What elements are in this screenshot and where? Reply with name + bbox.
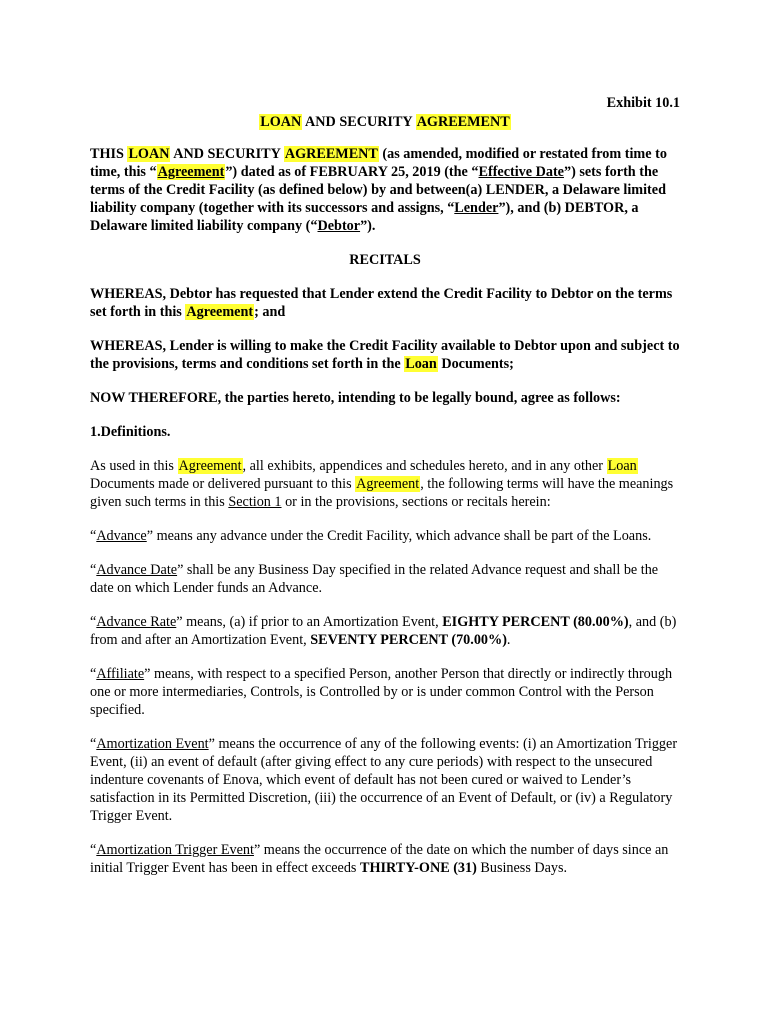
intro-text: (as amended, modified or restated from time to time, this “ — [90, 146, 667, 180]
highlight-agreement: Agreement — [186, 304, 254, 320]
quote-mark: “ — [90, 562, 97, 578]
def-text: , all exhibits, appendices and schedules hereto, and in any other — [242, 458, 607, 474]
intro-text: ”) dated as of FEBRUARY 25, 2019 (the “ — [225, 164, 479, 180]
defined-term: Affiliate — [96, 666, 145, 682]
bold-value: THIRTY-ONE (31) — [360, 860, 477, 876]
defined-term: Advance Rate — [96, 614, 177, 630]
def-text: ” means, with respect to a specified Person, another Person that directly or indirectly through one or more intermediaries, Controls, is Controlled by or is under common Control with the Person specified. — [90, 666, 673, 718]
def-text: ” shall be any Business Day specified in the related Advance request and shall be the date on which Lender funds an Advance. — [90, 562, 659, 596]
bold-value: SEVENTY PERCENT (70.00%) — [310, 632, 507, 648]
intro-text: AND SECURITY — [170, 146, 284, 162]
intro-text: THIS — [90, 146, 128, 162]
def-text: . — [506, 632, 511, 648]
quote-mark: “ — [90, 842, 97, 858]
def-text: As used in this — [90, 458, 178, 474]
whereas-text: WHEREAS, Lender is willing to make the Credit Facility available to Debtor upon and subject to the provisions, terms and conditions set forth in the — [90, 338, 680, 372]
highlight-loan: LOAN — [260, 114, 302, 130]
defined-term: Advance — [96, 528, 147, 544]
whereas-text: WHEREAS, Debtor has requested that Lender extend the Credit Facility to Debtor on the terms set forth in this — [90, 286, 673, 320]
highlight-agreement: AGREEMENT — [284, 146, 378, 162]
highlight-loan: LOAN — [128, 146, 170, 162]
intro-text: ”), and (b) DEBTOR, a Delaware limited liability company (“ — [90, 200, 639, 234]
quote-mark: “ — [90, 614, 97, 630]
def-text: , and (b) from and after an Amortization Event, — [90, 614, 677, 648]
intro-text: ”) sets forth the terms of the Credit Facility (as defined below) by and between(a) LENDER, a Delaware limited liability company (together with its successors and assigns, “ — [90, 164, 666, 216]
whereas-text: ; and — [254, 304, 286, 320]
highlight-loan: Loan — [607, 458, 637, 474]
quote-mark: “ — [90, 528, 97, 544]
def-text: Business Days. — [476, 860, 568, 876]
def-text: Documents made or delivered pursuant to this — [90, 476, 356, 492]
definition-advance-date — [90, 561, 680, 597]
definitions-intro — [90, 457, 680, 511]
defined-term-effective-date: Effective Date — [478, 164, 564, 180]
def-text: ” means the occurrence of any of the following events: (i) an Amortization Trigger Event, (ii) an event of default (after giving effect to any cure periods) with respect to the unsecured indenture covenants of Enova, which event of default has not been cured or waived to Lender’s satisfaction in its Permitted Discretion, (iii) the occurrence of an Event of Default, or (iv) a Regulatory Trigger Event. — [90, 736, 678, 824]
highlight-agreement: Agreement — [178, 458, 242, 474]
exhibit-label: Exhibit 10.1 — [606, 95, 680, 111]
definition-amortization-trigger-event — [90, 841, 680, 877]
intro-paragraph — [90, 145, 680, 235]
recitals-heading: RECITALS — [349, 252, 421, 268]
definition-affiliate — [90, 665, 680, 719]
defined-term: Amortization Event — [96, 736, 209, 752]
def-text: , the following terms will have the meanings given such terms in this — [90, 476, 674, 510]
bold-value: EIGHTY PERCENT (80.00%) — [442, 614, 629, 630]
def-text: or in the provisions, sections or recitals herein: — [281, 494, 551, 510]
whereas-paragraph-2 — [90, 337, 680, 373]
def-text: ” means the occurrence of the date on which the number of days since an initial Trigger Event has been in effect exceeds — [90, 842, 669, 876]
def-text: ” means any advance under the Credit Facility, which advance shall be part of the Loans. — [146, 528, 652, 544]
title-mid: AND SECURITY — [302, 114, 416, 130]
def-text: ” means, (a) if prior to an Amortization Event, — [176, 614, 443, 630]
defined-term: Amortization Trigger Event — [96, 842, 254, 858]
definition-advance — [90, 527, 680, 545]
quote-mark: “ — [90, 736, 97, 752]
intro-text: ”). — [360, 218, 376, 234]
document-title — [90, 113, 680, 131]
definitions-heading: 1.Definitions. — [90, 424, 171, 440]
defined-term-debtor: Debtor — [317, 218, 361, 234]
highlight-agreement: AGREEMENT — [416, 114, 510, 130]
definition-advance-rate — [90, 613, 680, 649]
section-reference: Section 1 — [228, 494, 282, 510]
highlight-loan: Loan — [405, 356, 437, 372]
highlight-agreement-term: Agreement — [157, 164, 225, 180]
defined-term-lender: Lender — [454, 200, 499, 216]
whereas-paragraph-1 — [90, 285, 680, 321]
defined-term: Advance Date — [96, 562, 178, 578]
whereas-text: Documents; — [437, 356, 514, 372]
now-therefore-paragraph: NOW THEREFORE, the parties hereto, intending to be legally bound, agree as follows: — [90, 390, 621, 406]
quote-mark: “ — [90, 666, 97, 682]
highlight-agreement: Agreement — [356, 476, 420, 492]
definition-amortization-event — [90, 735, 680, 825]
